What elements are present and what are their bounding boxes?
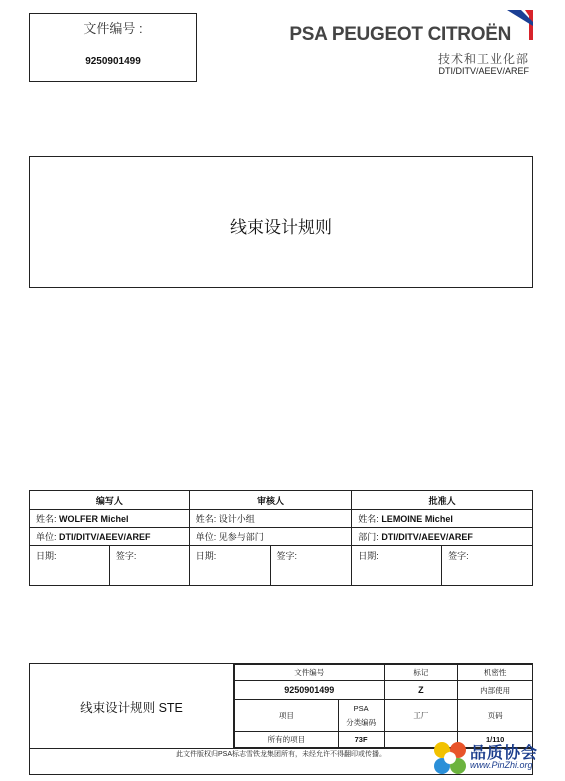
footer-project: 所有的项目 xyxy=(235,732,339,748)
footer-project-label: 项目 xyxy=(235,700,339,732)
approver-unit-cell xyxy=(352,528,533,546)
reviewer-name-cell xyxy=(189,510,352,528)
watermark-logo-icon xyxy=(432,740,468,776)
document-number-label: 文件编号 : xyxy=(83,21,143,36)
approver-unit: DTI/DITV/AEEV/AREF xyxy=(381,532,473,542)
name-label: 姓名: xyxy=(358,514,379,524)
author-name-cell xyxy=(30,510,190,528)
footer-title: 线束设计规则 STE xyxy=(80,701,183,715)
footer-confidentiality-label: 机密性 xyxy=(458,665,533,681)
approver-date: 日期: xyxy=(352,546,442,586)
watermark-name: 品质协会 xyxy=(470,745,539,762)
footer-doc-number: 9250901499 xyxy=(235,681,385,700)
department-code: DTI/DITV/AEEV/AREF xyxy=(438,66,529,76)
footer-info-table xyxy=(234,664,533,748)
author-date: 日期: xyxy=(30,546,110,586)
footer-mark-label: 标记 xyxy=(384,665,458,681)
footer-mark: Z xyxy=(384,681,458,700)
reviewer-name: 设计小组 xyxy=(218,514,255,524)
approver-signature: 签字: xyxy=(442,546,533,586)
footer-psa-class: 73F xyxy=(338,732,384,748)
reviewer-unit-cell xyxy=(189,528,352,546)
department-label: 部门: xyxy=(358,532,379,542)
author-unit-cell xyxy=(30,528,190,546)
author-unit: DTI/DITV/AEEV/AREF xyxy=(59,532,151,542)
author-signature: 签字: xyxy=(109,546,189,586)
document-number-value: 9250901499 xyxy=(85,56,141,67)
footer-confidentiality: 内部使用 xyxy=(458,681,533,700)
approver-name-cell xyxy=(352,510,533,528)
footer-page-label: 页码 xyxy=(458,700,533,732)
header-approver: 批准人 xyxy=(352,491,533,510)
name-label: 姓名: xyxy=(36,514,57,524)
footer-psa-label: PSA xyxy=(353,703,369,713)
footer-page: 1/110 xyxy=(458,732,533,748)
department-name: 技术和工业化部 xyxy=(437,52,529,66)
name-label: 姓名: xyxy=(195,514,217,524)
reviewer-date: 日期: xyxy=(189,546,270,586)
author-name: WOLFER Michel xyxy=(59,514,129,524)
reviewer-unit: 见参与部门 xyxy=(218,532,264,542)
title-box xyxy=(29,156,533,288)
company-name: PSA PEUGEOT CITROËN xyxy=(289,24,511,45)
unit-label: 单位: xyxy=(195,532,217,542)
unit-label: 单位: xyxy=(36,532,57,542)
footer-psa-class-cell xyxy=(338,700,384,732)
footer-doc-number-label: 文件编号 xyxy=(235,665,385,681)
company-logo xyxy=(288,10,533,80)
header-author: 编写人 xyxy=(30,491,190,510)
document-title: 线束设计规则 xyxy=(230,218,332,237)
header-reviewer: 审核人 xyxy=(189,491,352,510)
approval-table xyxy=(29,490,533,586)
footer-psa-class-label: 分类编码 xyxy=(346,717,377,727)
approver-name: LEMOINE Michel xyxy=(381,514,453,524)
reviewer-signature: 签字: xyxy=(270,546,352,586)
watermark xyxy=(432,740,562,778)
copyright-notice: 此文件版权归PSA标志雪铁龙集团所有，未经允许不得翻印或传播。 xyxy=(30,748,532,762)
document-number-box xyxy=(29,13,197,82)
footer-title-cell xyxy=(30,664,234,748)
watermark-url: www.PinZhi.org xyxy=(470,760,533,770)
footer-factory-label: 工厂 xyxy=(384,700,458,732)
